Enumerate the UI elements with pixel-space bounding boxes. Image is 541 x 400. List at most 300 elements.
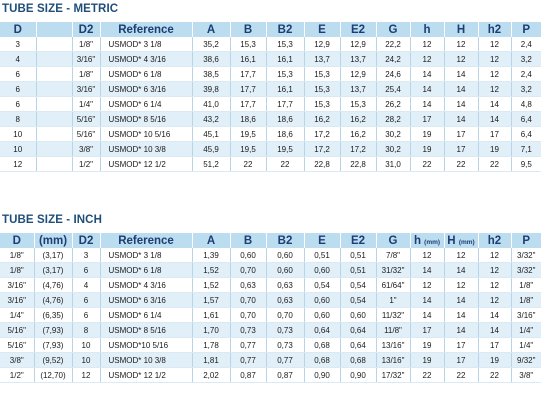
table-cell: 17,2 — [304, 127, 340, 142]
table-cell: 3 — [72, 248, 100, 263]
table-cell: 3,2 — [511, 82, 541, 97]
table-cell: 4,8 — [511, 97, 541, 112]
table-cell: 16,1 — [266, 82, 304, 97]
table-cell: 9,5 — [511, 157, 541, 172]
table-cell: 0,68 — [304, 353, 340, 368]
table-cell: USMOD* 10 3/8 — [100, 353, 192, 368]
table-cell: 2,4 — [511, 37, 541, 52]
table-cell: 14 — [410, 97, 444, 112]
table-cell: 0,73 — [266, 338, 304, 353]
table-cell: USMOD* 10 3/8 — [100, 142, 192, 157]
table-cell: 11/8" — [376, 323, 410, 338]
table-cell: USMOD* 6 1/4 — [100, 308, 192, 323]
table-cell: 6 — [0, 67, 36, 82]
table-cell: 14 — [444, 97, 478, 112]
table-cell: 3 — [0, 37, 36, 52]
metric-header-p: P — [511, 22, 541, 38]
table-cell: USMOD* 8 5/16 — [100, 323, 192, 338]
table-cell: 14 — [410, 82, 444, 97]
table-cell: 11/32" — [376, 308, 410, 323]
table-cell: 17/32" — [376, 368, 410, 383]
table-cell: 0,60 — [230, 248, 266, 263]
table-cell: USMOD* 6 1/8 — [100, 67, 192, 82]
table-row — [0, 338, 541, 353]
table-cell: 0,60 — [304, 293, 340, 308]
table-row — [0, 248, 541, 263]
table-cell: 5/16" — [72, 112, 100, 127]
table-cell: 22 — [410, 157, 444, 172]
table-cell: 12 — [478, 52, 511, 67]
inch-header-d2: D2 — [72, 233, 100, 249]
metric-header-e: E — [304, 22, 340, 38]
table-cell: 0,60 — [266, 263, 304, 278]
table-row — [0, 368, 541, 383]
table-cell — [36, 37, 72, 52]
table-cell: 4 — [0, 52, 36, 67]
inch-header-h-large-label: H — [447, 234, 456, 247]
table-cell: 12 — [444, 248, 478, 263]
table-cell: 1,52 — [192, 263, 230, 278]
table-cell: 12,9 — [340, 37, 376, 52]
table-cell: 12 — [410, 248, 444, 263]
metric-header-h-small: h — [410, 22, 444, 38]
table-cell: 12 — [410, 52, 444, 67]
table-cell: 19,5 — [230, 127, 266, 142]
metric-header-d2: D2 — [72, 22, 100, 38]
table-cell: 6,4 — [511, 127, 541, 142]
inch-header-e2: E2 — [340, 233, 376, 249]
table-cell: USMOD* 4 3/16 — [100, 278, 192, 293]
table-cell: 13,7 — [304, 52, 340, 67]
metric-header-e2: E2 — [340, 22, 376, 38]
metric-header-g: G — [376, 22, 410, 38]
table-cell: 14 — [410, 308, 444, 323]
table-cell: 0,87 — [230, 368, 266, 383]
table-cell: 17 — [478, 127, 511, 142]
inch-header-h-large-unit: (mm) — [458, 238, 475, 246]
table-cell: 12,9 — [304, 37, 340, 52]
table-cell: 14 — [444, 263, 478, 278]
table-cell: 1/8" — [0, 248, 34, 263]
inch-header-g: G — [376, 233, 410, 249]
table-cell: 14 — [410, 263, 444, 278]
table-cell: 15,3 — [304, 67, 340, 82]
table-cell: 0,51 — [340, 248, 376, 263]
table-cell: 31,0 — [376, 157, 410, 172]
table-row — [0, 82, 541, 97]
inch-header-h-small-label: h — [413, 234, 421, 247]
metric-header-row — [0, 22, 541, 38]
table-cell — [36, 157, 72, 172]
table-cell: 1/2" — [72, 157, 100, 172]
table-cell: 16,1 — [266, 52, 304, 67]
table-cell: 1/4" — [511, 323, 541, 338]
table-cell: 1/8" — [72, 37, 100, 52]
table-cell: 14 — [478, 323, 511, 338]
table-cell: 12 — [410, 278, 444, 293]
table-cell: 0,60 — [304, 308, 340, 323]
table-row — [0, 263, 541, 278]
table-cell: USMOD* 10 5/16 — [100, 127, 192, 142]
table-row — [0, 97, 541, 112]
table-cell: 4 — [72, 278, 100, 293]
table-cell: 3/32" — [511, 263, 541, 278]
table-cell: 1,81 — [192, 353, 230, 368]
table-row — [0, 308, 541, 323]
table-cell: 14 — [444, 293, 478, 308]
table-cell: USMOD* 6 3/16 — [100, 293, 192, 308]
table-cell: USMOD* 12 1/2 — [100, 368, 192, 383]
table-cell: 12 — [444, 37, 478, 52]
table-cell: 19 — [410, 353, 444, 368]
table-cell: 19,5 — [266, 142, 304, 157]
table-cell: 10 — [0, 142, 36, 157]
table-cell: 12 — [478, 67, 511, 82]
metric-header-b: B — [230, 22, 266, 38]
table-cell: 17 — [410, 323, 444, 338]
table-cell: 8 — [0, 112, 36, 127]
table-cell: 12 — [478, 248, 511, 263]
inch-header-p: P — [511, 233, 541, 249]
table-cell: 19 — [410, 142, 444, 157]
table-cell: 35,2 — [192, 37, 230, 52]
table-cell: 3/8" — [0, 353, 34, 368]
inch-header-e: E — [304, 233, 340, 249]
table-cell: 0,70 — [230, 308, 266, 323]
table-cell: 22,8 — [340, 157, 376, 172]
table-cell: 12 — [410, 37, 444, 52]
table-cell: 5/16" — [0, 323, 34, 338]
table-cell: 0,63 — [266, 278, 304, 293]
table-cell: 0,77 — [230, 353, 266, 368]
table-cell: 51,2 — [192, 157, 230, 172]
table-cell: (3,17) — [34, 263, 72, 278]
metric-header-d: D — [0, 22, 36, 38]
table-cell: 12 — [444, 278, 478, 293]
table-row — [0, 293, 541, 308]
table-cell: USMOD* 3 1/8 — [100, 248, 192, 263]
table-cell: 0,90 — [340, 368, 376, 383]
table-cell: 5/16" — [0, 338, 34, 353]
table-cell: 0,51 — [304, 248, 340, 263]
table-cell: 22 — [478, 368, 511, 383]
table-cell: 0,63 — [230, 278, 266, 293]
table-cell: 45,1 — [192, 127, 230, 142]
table-cell: 13/16" — [376, 338, 410, 353]
table-cell: 3/16" — [511, 308, 541, 323]
table-cell: 17 — [444, 142, 478, 157]
inch-header-row — [0, 233, 541, 249]
table-cell: 0,70 — [230, 263, 266, 278]
table-cell: 18,6 — [266, 112, 304, 127]
table-row — [0, 112, 541, 127]
table-cell: USMOD*10 5/16 — [100, 338, 192, 353]
table-cell: 14 — [444, 308, 478, 323]
metric-header-a: A — [192, 22, 230, 38]
table-cell: 0,54 — [340, 293, 376, 308]
table-row — [0, 37, 541, 52]
table-cell: 3/8" — [72, 142, 100, 157]
table-cell: 22,2 — [376, 37, 410, 52]
table-cell: 12 — [478, 263, 511, 278]
table-cell: 15,3 — [304, 97, 340, 112]
table-cell: 14 — [444, 82, 478, 97]
table-cell: 24,6 — [376, 67, 410, 82]
table-row — [0, 52, 541, 67]
table-cell: 22 — [478, 157, 511, 172]
table-cell: 3/16" — [0, 278, 34, 293]
inch-header-h-small-unit: (mm) — [424, 238, 441, 246]
table-cell: 31/32" — [376, 263, 410, 278]
table-row — [0, 353, 541, 368]
table-cell: 15,3 — [266, 37, 304, 52]
table-cell: 6 — [0, 97, 36, 112]
inch-header-reference: Reference — [100, 233, 192, 249]
table-cell: 17,2 — [304, 142, 340, 157]
table-cell: 13/16" — [376, 353, 410, 368]
table-cell: 0,87 — [266, 368, 304, 383]
table-cell: 17,2 — [340, 142, 376, 157]
metric-header-h-large: H — [444, 22, 478, 38]
table-cell: 1/8" — [0, 263, 34, 278]
table-cell: 45,9 — [192, 142, 230, 157]
table-cell: 0,73 — [230, 323, 266, 338]
table-cell — [36, 127, 72, 142]
table-cell: 1" — [376, 293, 410, 308]
table-cell: 12 — [0, 157, 36, 172]
table-cell: 16,1 — [230, 52, 266, 67]
table-cell: 13,7 — [340, 82, 376, 97]
inch-header-h-large — [444, 233, 478, 249]
table-cell: 1/2" — [0, 368, 34, 383]
table-cell: 15,3 — [340, 97, 376, 112]
table-cell: 18,6 — [230, 112, 266, 127]
table-cell: USMOD* 12 1/2 — [100, 157, 192, 172]
inch-header-mm: (mm) — [34, 233, 72, 249]
table-cell: 8 — [72, 323, 100, 338]
table-cell: 17 — [444, 353, 478, 368]
table-cell: (4,76) — [34, 293, 72, 308]
table-cell: 10 — [72, 353, 100, 368]
table-cell: 0,70 — [266, 308, 304, 323]
table-cell: 12 — [478, 82, 511, 97]
table-cell: 1,57 — [192, 293, 230, 308]
table-cell — [36, 82, 72, 97]
table-cell: 10 — [0, 127, 36, 142]
table-cell: (3,17) — [34, 248, 72, 263]
table-cell: 1/4" — [511, 338, 541, 353]
table-cell: 17 — [410, 112, 444, 127]
table-cell: 0,70 — [230, 293, 266, 308]
table-cell: 25,4 — [376, 82, 410, 97]
table-cell: 15,3 — [230, 37, 266, 52]
table-cell: 17,7 — [230, 67, 266, 82]
table-cell: 6,4 — [511, 112, 541, 127]
table-cell: 6 — [0, 82, 36, 97]
table-cell: 39,8 — [192, 82, 230, 97]
table-cell: 2,02 — [192, 368, 230, 383]
table-cell: 17 — [444, 127, 478, 142]
table-cell: 0,90 — [304, 368, 340, 383]
table-cell: 1,78 — [192, 338, 230, 353]
table-cell: 16,2 — [340, 127, 376, 142]
table-cell: 30,2 — [376, 127, 410, 142]
table-cell: USMOD* 6 1/8 — [100, 263, 192, 278]
table-cell: 14 — [478, 308, 511, 323]
table-cell: 1,70 — [192, 323, 230, 338]
table-cell: 19 — [410, 127, 444, 142]
table-cell: 3/16" — [72, 82, 100, 97]
table-cell: 12 — [478, 37, 511, 52]
table-cell: 15,3 — [266, 67, 304, 82]
table-cell: 18,6 — [266, 127, 304, 142]
table-cell: 1,52 — [192, 278, 230, 293]
table-cell: 14 — [444, 112, 478, 127]
table-cell: 0,51 — [340, 263, 376, 278]
table-cell: 22 — [410, 368, 444, 383]
table-cell: 17,7 — [230, 82, 266, 97]
table-row — [0, 127, 541, 142]
table-cell: 1/8" — [511, 293, 541, 308]
table-cell: 3/32" — [511, 248, 541, 263]
table-cell: 38,6 — [192, 52, 230, 67]
table-row — [0, 278, 541, 293]
table-cell: 16,2 — [304, 112, 340, 127]
table-cell — [36, 142, 72, 157]
table-cell: 14 — [444, 323, 478, 338]
inch-header-b2: B2 — [266, 233, 304, 249]
table-cell: 41,0 — [192, 97, 230, 112]
inch-section-title: TUBE SIZE - INCH — [2, 214, 102, 226]
table-cell: 1,39 — [192, 248, 230, 263]
table-cell: 24,2 — [376, 52, 410, 67]
table-cell: 7/8" — [376, 248, 410, 263]
table-cell: 1/8" — [511, 278, 541, 293]
inch-header-d: D — [0, 233, 34, 249]
table-cell: 14 — [478, 97, 511, 112]
table-cell: (9,52) — [34, 353, 72, 368]
table-cell: 19,5 — [230, 142, 266, 157]
table-cell: 1/8" — [72, 67, 100, 82]
table-cell: 22 — [230, 157, 266, 172]
table-cell: 12,9 — [340, 67, 376, 82]
table-cell: 17,7 — [230, 97, 266, 112]
table-cell: (12,70) — [34, 368, 72, 383]
table-cell: 0,77 — [266, 353, 304, 368]
table-cell: 0,60 — [304, 263, 340, 278]
table-cell: 12 — [478, 278, 511, 293]
table-cell: 38,5 — [192, 67, 230, 82]
table-cell: 6 — [72, 263, 100, 278]
table-cell: 0,60 — [266, 248, 304, 263]
metric-header-reference: Reference — [100, 22, 192, 38]
table-cell: 22 — [444, 368, 478, 383]
table-cell: (6,35) — [34, 308, 72, 323]
table-cell: 3,2 — [511, 52, 541, 67]
table-cell: 14 — [444, 67, 478, 82]
table-cell: 3/16" — [0, 293, 34, 308]
table-cell: 0,77 — [230, 338, 266, 353]
table-cell: 19 — [410, 338, 444, 353]
table-cell: 16,2 — [340, 112, 376, 127]
table-cell: 17 — [444, 338, 478, 353]
inch-header-h2: h2 — [478, 233, 511, 249]
table-cell — [36, 97, 72, 112]
table-cell: 7,1 — [511, 142, 541, 157]
table-row — [0, 157, 541, 172]
table-cell: 6 — [72, 293, 100, 308]
table-cell: 19 — [478, 142, 511, 157]
metric-table — [0, 21, 541, 172]
table-cell: 10 — [72, 338, 100, 353]
table-cell: 1/4" — [72, 97, 100, 112]
table-cell: 61/64" — [376, 278, 410, 293]
table-cell: (4,76) — [34, 278, 72, 293]
table-cell: 0,73 — [266, 323, 304, 338]
table-cell — [36, 67, 72, 82]
table-row — [0, 67, 541, 82]
table-cell: 19 — [478, 353, 511, 368]
inch-header-h-small — [410, 233, 444, 249]
table-cell: 17,7 — [266, 97, 304, 112]
table-cell: 1/4" — [0, 308, 34, 323]
table-cell: 0,64 — [340, 323, 376, 338]
inch-header-a: A — [192, 233, 230, 249]
table-row — [0, 323, 541, 338]
table-cell: 5/16" — [72, 127, 100, 142]
table-cell: (7,93) — [34, 323, 72, 338]
table-cell: 14 — [410, 67, 444, 82]
table-cell: 26,2 — [376, 97, 410, 112]
table-cell — [36, 52, 72, 67]
table-cell: 12 — [478, 293, 511, 308]
table-cell: 17 — [478, 338, 511, 353]
table-cell: 0,68 — [304, 338, 340, 353]
metric-header-blank — [36, 22, 72, 38]
table-cell: 12 — [444, 52, 478, 67]
metric-header-b2: B2 — [266, 22, 304, 38]
table-cell: 14 — [410, 293, 444, 308]
table-cell: 0,64 — [340, 338, 376, 353]
table-cell: USMOD* 4 3/16 — [100, 52, 192, 67]
table-cell: 0,60 — [340, 308, 376, 323]
table-cell: 1,61 — [192, 308, 230, 323]
table-cell: 6 — [72, 308, 100, 323]
table-cell: 22 — [266, 157, 304, 172]
table-cell: 13,7 — [340, 52, 376, 67]
table-cell: (7,93) — [34, 338, 72, 353]
table-cell: 9/32" — [511, 353, 541, 368]
table-cell — [36, 112, 72, 127]
table-cell: USMOD* 6 1/4 — [100, 97, 192, 112]
table-cell: 22,8 — [304, 157, 340, 172]
table-cell: 30,2 — [376, 142, 410, 157]
table-cell: 0,63 — [266, 293, 304, 308]
inch-table — [0, 232, 541, 383]
table-cell: 28,2 — [376, 112, 410, 127]
table-cell: USMOD* 3 1/8 — [100, 37, 192, 52]
table-cell: 15,3 — [304, 82, 340, 97]
table-cell: USMOD* 6 3/16 — [100, 82, 192, 97]
table-cell: 14 — [478, 112, 511, 127]
table-cell: 3/8" — [511, 368, 541, 383]
table-cell: 43,2 — [192, 112, 230, 127]
table-row — [0, 142, 541, 157]
table-cell: 0,64 — [304, 323, 340, 338]
table-cell: USMOD* 8 5/16 — [100, 112, 192, 127]
table-cell: 2,4 — [511, 67, 541, 82]
table-cell: 3/16" — [72, 52, 100, 67]
